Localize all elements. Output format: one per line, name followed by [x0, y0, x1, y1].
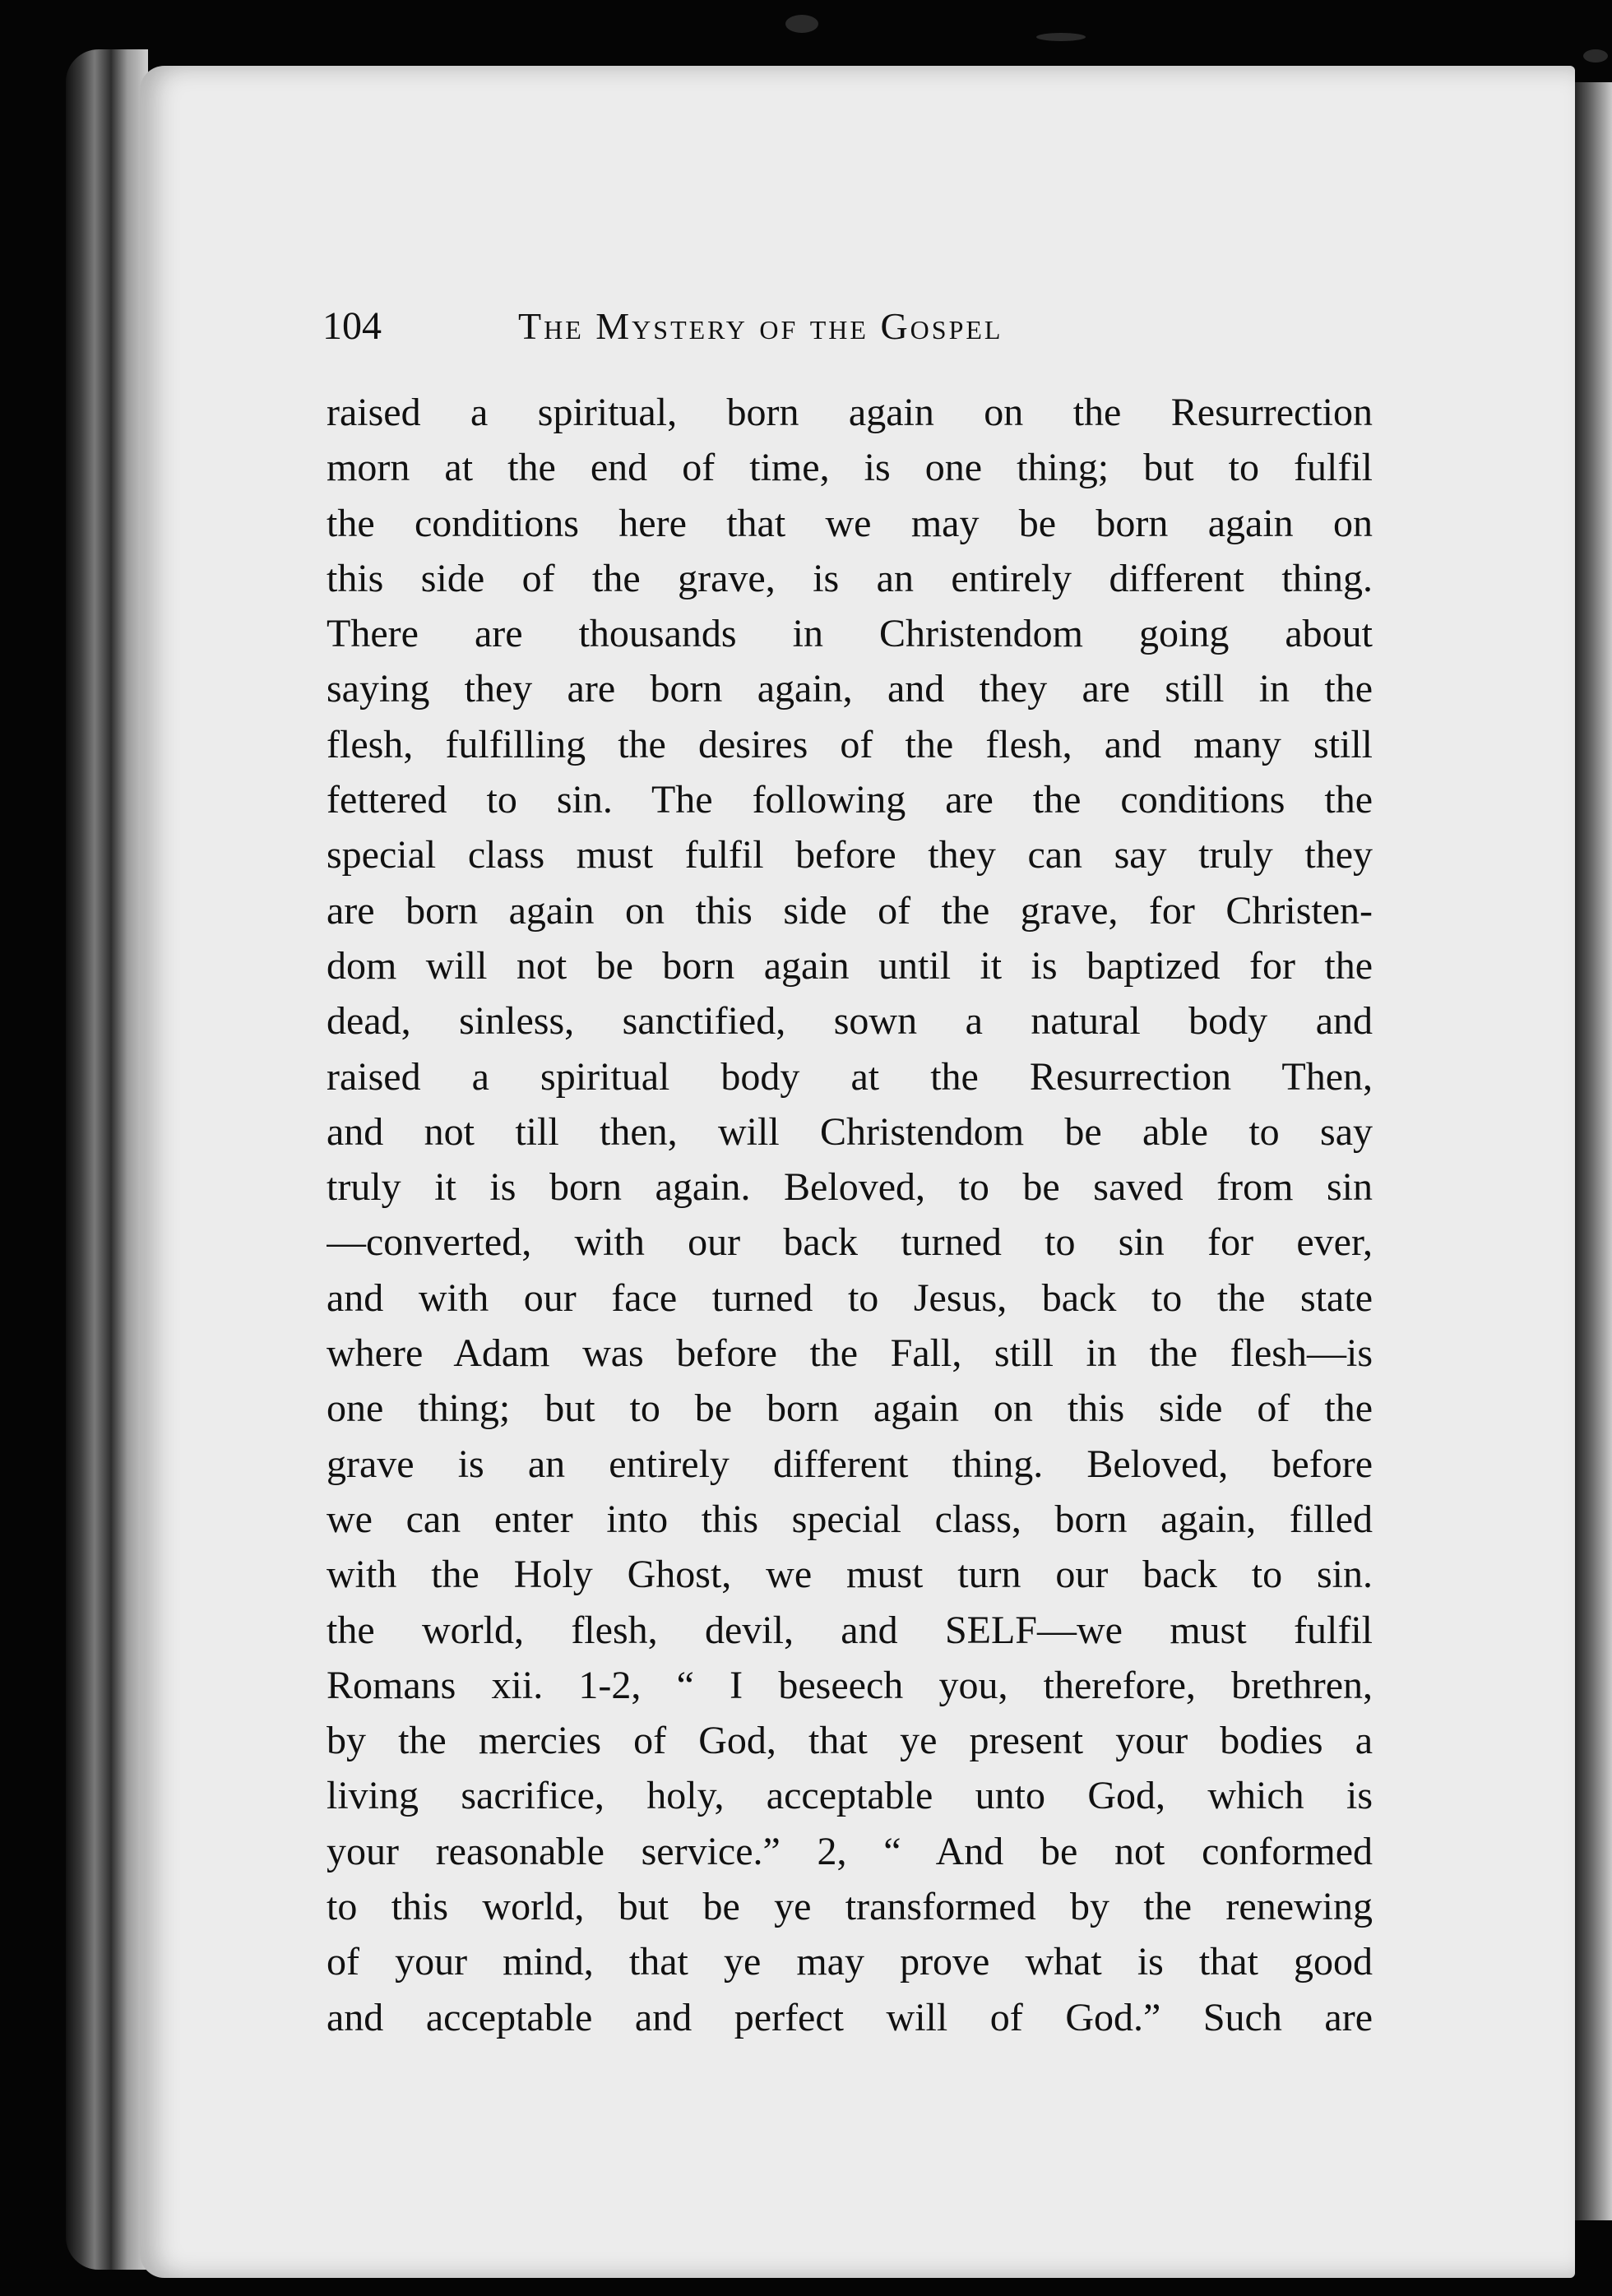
text-line: —converted, with our back turned to sin for ever, — [327, 1220, 1373, 1265]
text-line: to this world, but be ye transformed by the renewing — [327, 1885, 1373, 1929]
text-line: dom will not be born again until it is baptized for the — [327, 943, 1373, 988]
running-head: The Mystery of the Gospel — [518, 305, 1003, 347]
text-line: and with our face turned to Jesus, back to the state — [327, 1275, 1373, 1320]
book-binding — [66, 49, 148, 2270]
text-line: morn at the end of time, is one thing; but to fulfil — [327, 446, 1373, 490]
text-line: Romans xii. 1-2, “ I beseech you, therefore, brethren, — [327, 1663, 1373, 1707]
text-line: and not till then, will Christendom be able to say — [327, 1109, 1373, 1154]
text-line: with the Holy Ghost, we must turn our back to sin. — [327, 1553, 1373, 1597]
text-line: your reasonable service.” 2, “ And be not conformed — [327, 1829, 1373, 1873]
text-line: where Adam was before the Fall, still in the flesh—is — [327, 1331, 1373, 1376]
text-line: There are thousands in Christendom going about — [327, 612, 1373, 656]
text-line: one thing; but to be born again on this side of the — [327, 1386, 1373, 1431]
text-line: dead, sinless, sanctified, sown a natural body and — [327, 999, 1373, 1044]
scan-speck — [785, 15, 818, 33]
text-line: of your mind, that ye may prove what is that good — [327, 1940, 1373, 1984]
text-line: flesh, fulfilling the desires of the flesh, and many still — [327, 722, 1373, 766]
scan-speck — [1036, 33, 1086, 41]
text-line: the conditions here that we may be born again on — [327, 501, 1373, 545]
text-line: raised a spiritual body at the Resurrection Then, — [327, 1054, 1373, 1099]
body-text — [327, 385, 1373, 2045]
opposite-page-edge — [1573, 82, 1612, 2220]
text-line: living sacrifice, holy, acceptable unto God, which is — [327, 1774, 1373, 1818]
text-line: special class must fulfil before they can say truly they — [327, 833, 1373, 877]
text-line: grave is an entirely different thing. Beloved, before — [327, 1442, 1373, 1486]
page-number: 104 — [322, 304, 382, 348]
text-line: by the mercies of God, that ye present your bodies a — [327, 1719, 1373, 1763]
text-line: fettered to sin. The following are the conditions the — [327, 778, 1373, 822]
text-line: and acceptable and perfect will of God.” Such are — [327, 1995, 1373, 2039]
text-line: the world, flesh, devil, and SELF—we must fulfil — [327, 1608, 1373, 1652]
scan-speck — [1583, 49, 1608, 62]
text-line: are born again on this side of the grave, for Christen- — [327, 888, 1373, 933]
text-line: we can enter into this special class, born again, filled — [327, 1497, 1373, 1541]
page-header — [322, 298, 1186, 355]
text-line: this side of the grave, is an entirely different thing. — [327, 556, 1373, 600]
text-line: saying they are born again, and they are still in the — [327, 667, 1373, 711]
text-line: raised a spiritual, born again on the Resurrection — [327, 391, 1373, 434]
text-line: truly it is born again. Beloved, to be saved from sin — [327, 1165, 1373, 1210]
